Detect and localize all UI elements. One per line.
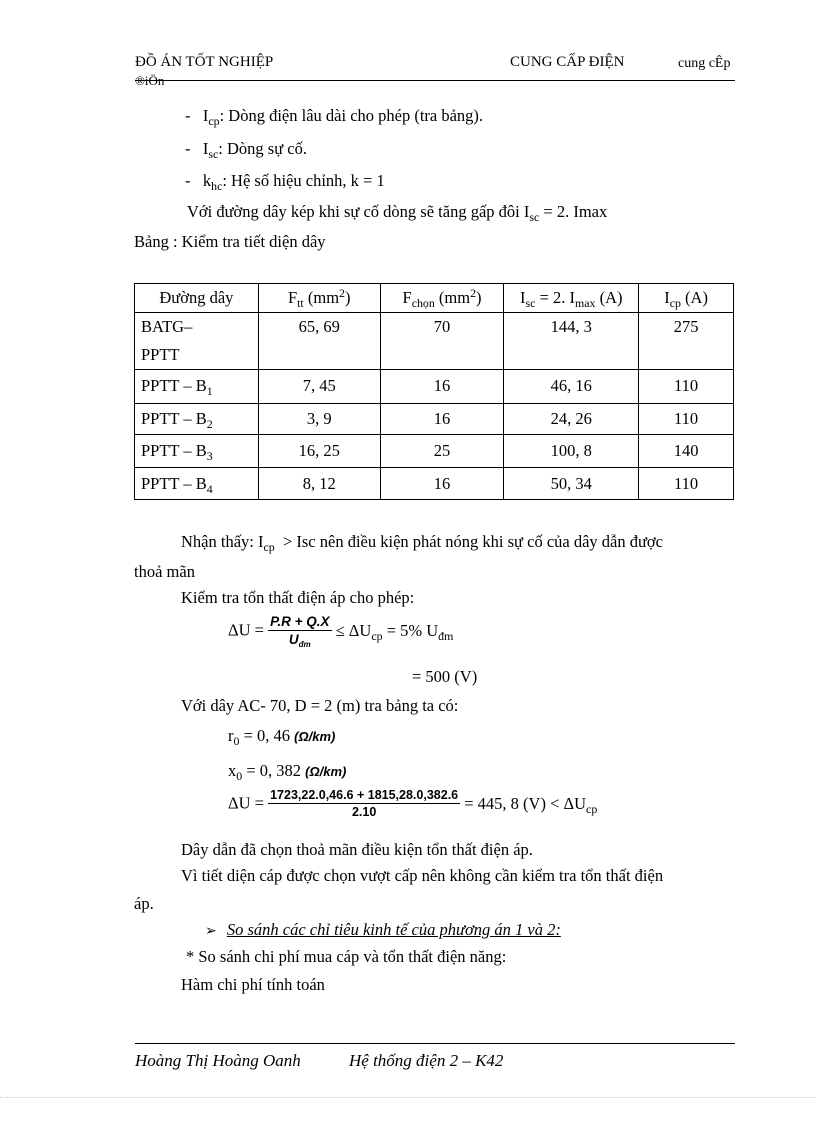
- footer-rule: [135, 1043, 735, 1044]
- reason-line-1: Vì tiết diện cáp được chọn vượt cấp nên không cần kiểm tra tổn thất điện: [181, 866, 664, 885]
- wire-section-table: [134, 283, 734, 500]
- wire-spec-line: Với dây AC- 70, D = 2 (m) tra bảng ta có:: [181, 696, 459, 715]
- check-title: Kiểm tra tổn thất điện áp cho phép:: [181, 588, 415, 607]
- reason-line-2: áp.: [134, 894, 154, 913]
- header-rule: [135, 80, 735, 81]
- x0-value: $x_0 = 0$, 382 (Ω/km): [228, 761, 347, 784]
- th-fchon: $F_{chọn}$ $(mm^2)$: [380, 284, 504, 313]
- footer-author: Hoàng Thị Hoàng Oanh: [135, 1051, 301, 1070]
- compare-note: * So sánh chi phí mua cáp và tổn thất điện năng:: [186, 947, 507, 966]
- arrow-bullet-icon: ➢: [205, 923, 217, 939]
- conclusion: Dây dẫn đã chọn thoả mãn điều kiện tổn thất điện áp.: [181, 840, 533, 859]
- bullet-icp: - $I_{cp}$: Dòng điện lâu dài cho phép (tra bảng).: [185, 106, 484, 129]
- footer-course: Hệ thống điện 2 – K42: [349, 1051, 504, 1070]
- double-line-note: Với đường dây kép khi sự cố dòng sẽ tăng gấp đôi $I_{sc} = 2$. Imax: [187, 202, 608, 225]
- header-right: cung cÊp: [678, 56, 731, 71]
- bullet-isc: - $I_{sc}$: Dòng sự cố.: [185, 139, 307, 162]
- table-row: PPTT – $B_4$ 8, 12 16 50, 34 110: [135, 468, 734, 500]
- page-edge: [0, 1097, 816, 1098]
- calc-fraction: $\frac{1723,22.0,46.6 + 1815,28.0,382.6}{2.10}$: [270, 788, 459, 819]
- voltage-drop-formula: ΔU = $\frac{P.R + Q.X}{U_{đm}}$ ≤ $\Delta U_{cp} = 5\%$ $U_{đm}$: [228, 614, 454, 649]
- table-row: PPTT – $B_2$ 3, 9 16 24, 26 110: [135, 404, 734, 435]
- table-row: BATG– PPTT 65, 69 70 144, 3 275: [135, 313, 734, 370]
- table-row: PPTT – $B_3$ 16, 25 25 100, 8 140: [135, 435, 734, 468]
- voltage-limit-result: = 500 (V): [412, 667, 478, 686]
- th-isc: $I_{sc} = 2$. $I_{max}$ (A): [504, 284, 639, 313]
- table-header-row: [135, 284, 734, 313]
- voltage-drop-calc: ΔU = $\frac{1723,22.0,46.6 + 1815,28.0,382.6}{2.10}$ = 445, 8 $(V) < \Delta U_{cp}$: [228, 788, 598, 819]
- observation-cont: thoả mãn: [134, 562, 195, 581]
- section-heading: ➢ So sánh các chỉ tiêu kinh tế của phương án 1 và 2:: [205, 920, 561, 939]
- cost-function-line: Hàm chi phí tính toán: [181, 975, 325, 994]
- th-icp: $I_{cp}$ (A): [639, 284, 734, 313]
- header-left: ĐỒ ÁN TỐT NGHIỆP: [135, 54, 274, 70]
- th-line: Đường dây: [135, 284, 259, 313]
- header-overflow: ®iÖn: [135, 73, 165, 88]
- header-center: CUNG CẤP ĐIỆN: [510, 54, 625, 70]
- formula-fraction: $\frac{P.R + Q.X}{U_{đm}}$: [270, 614, 330, 649]
- bullet-khc: - $k_{hc}$: Hệ số hiệu chỉnh, k = 1: [185, 171, 385, 194]
- th-ftt: $F_{tt}$ $(mm^2)$: [258, 284, 380, 313]
- table-caption: Bảng : Kiểm tra tiết diện dây: [134, 232, 326, 251]
- table-row: PPTT – $B_1$ 7, 45 16 46, 16 110: [135, 370, 734, 404]
- observation-line: Nhận thấy: $I_{cp}$ > Isc nên điều kiện phát nóng khi sự cố của dây dẫn được: [181, 532, 663, 555]
- r0-value: $r_0 = 0$, 46 (Ω/km): [228, 726, 336, 749]
